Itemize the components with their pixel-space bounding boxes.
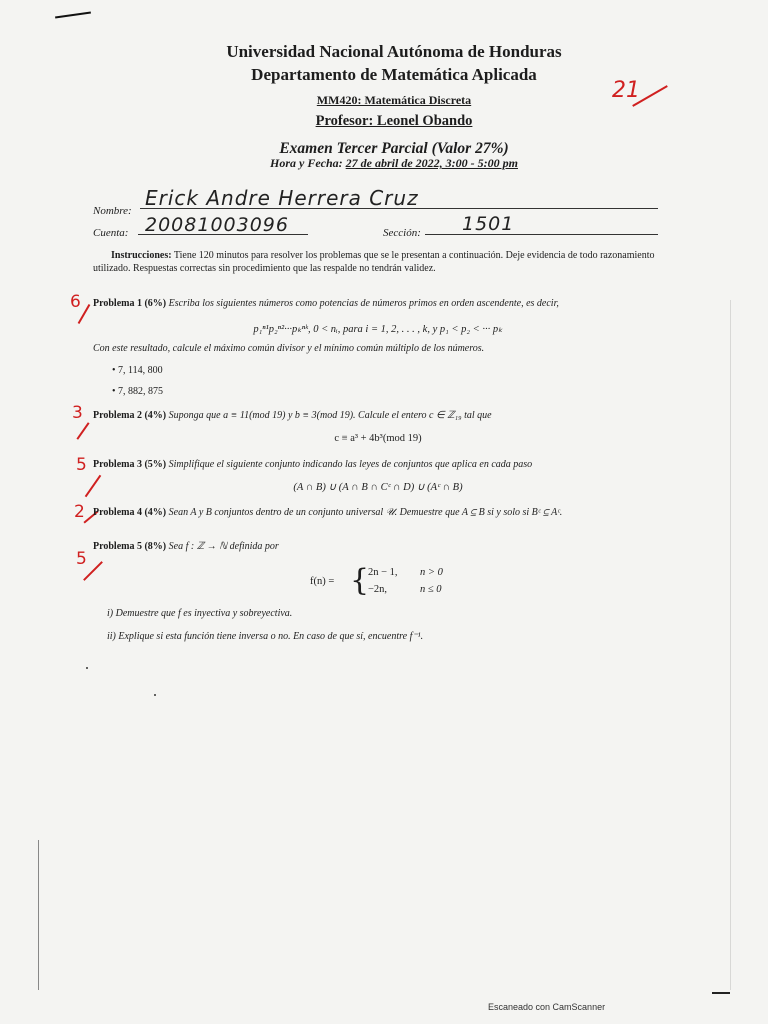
case-2-expr: −2n, [368,584,388,595]
number-2: 7, 882, 875 [118,386,164,397]
case-1-cond: n > 0 [420,567,443,578]
instructions [93,249,663,275]
problem-5-sub-ii: ii) Explique si esta función tiene inversa o no. En caso de que sí, encuentre f⁻¹. [107,631,424,642]
case-1-expr: 2n − 1, [368,567,398,578]
problem-3 [93,459,663,470]
instructions-label: Instrucciones: [111,250,172,261]
score-slash-2 [76,422,89,440]
scan-edge-left [38,840,39,990]
course-title: MM420: Matemática Discreta [316,93,472,107]
professor-name: Profesor: Leonel Obando [315,113,473,129]
corner-mark [712,992,730,994]
section-line [425,234,658,235]
score-problem-3: 5 [76,455,87,475]
problem-1-formula: p₁ⁿ¹p₂ⁿ²···pₖⁿᵏ, 0 < nᵢ, para i = 1, 2, . . . , k, y p₁ < p₂ < ··· pₖ [253,324,503,335]
account-label: Cuenta: [93,227,129,239]
total-score: 21 [612,78,640,103]
problem-4-title: Problema 4 (4%) [93,507,167,518]
university-title: Universidad Nacional Autónoma de Honduras [226,42,562,61]
problem-5-function [310,563,510,602]
problem-1-item-1 [112,365,163,376]
scan-edge-right [730,300,731,990]
score-problem-2: 3 [72,403,83,423]
problem-2 [93,410,663,421]
bullet: • [112,365,119,376]
problem-3-text: Simplifique el siguiente conjunto indicando las leyes de conjuntos que aplica en cada paso [168,459,533,470]
section-label: Sección: [383,227,421,239]
pen-mark [55,12,91,19]
problem-1-item-2 [112,386,163,397]
section-value: 1501 [462,213,515,235]
problem-5 [93,541,663,552]
problem-1-text: Escriba los siguientes números como potencias de números primos en orden ascendente, es decir, [168,298,559,309]
exam-datetime [10,156,768,171]
exam-title: Examen Tercer Parcial (Valor 27%) [279,140,509,157]
problem-1-title: Problema 1 (6%) [93,298,167,309]
bullet: • [112,386,119,397]
datetime-value: 27 de abril de 2022, 3:00 - 5:00 pm [345,156,518,170]
problem-2-title: Problema 2 (4%) [93,410,167,421]
case-2-cond: n ≤ 0 [420,584,442,595]
scanner-watermark: Escaneado con CamScanner [488,1002,606,1012]
stray-dot [86,667,88,669]
problem-4-text: Sean A y B conjuntos dentro de un conjunto universal 𝒰. Demuestre que A ⊆ B si y solo si Bᶜ ⊆ Aᶜ. [168,507,563,518]
function-brace: { [350,563,370,598]
problem-4 [93,506,663,519]
number-1: 7, 114, 800 [118,365,163,376]
score-problem-5: 5 [76,549,87,569]
problem-2-formula: c ≡ a³ + 4b³(mod 19) [334,433,422,444]
problem-5-title: Problema 5 (8%) [93,541,167,552]
problem-3-title: Problema 3 (5%) [93,459,167,470]
department-title: Departamento de Matemática Aplicada [251,65,537,84]
datetime-label: Hora y Fecha: [270,156,343,170]
problem-5-text: Sea f : ℤ → ℕ definida por [168,541,279,552]
instructions-text: Tiene 120 minutos para resolver los problemas que se le presentan a continuación. Deje evidencia de todo razonamiento utilizado. Respuestas correctas sin procedimiento que las respalde no tendrán validez. [93,250,655,274]
name-label: Nombre: [93,205,132,217]
account-value: 20081003096 [145,214,289,236]
problem-1-after: Con este resultado, calcule el máximo común divisor y el mínimo común múltiplo de los números. [93,343,485,354]
problem-1 [93,297,663,310]
name-value: Erick Andre Herrera Cruz [145,186,419,210]
problem-5-sub-i: i) Demuestre que f es inyectiva y sobreyectiva. [107,608,293,619]
function-lhs: f(n) = [310,576,335,587]
stray-dot [154,694,156,696]
problem-3-formula: (A ∩ B) ∪ (A ∩ B ∩ Cᶜ ∩ D) ∪ (Aᶜ ∩ B) [293,482,463,493]
problem-2-text: Suponga que a ≡ 11(mod 19) y b ≡ 3(mod 19). Calcule el entero c ∈ ℤ₁₉ tal que [168,410,492,421]
score-problem-1: 6 [70,292,81,312]
score-problem-4: 2 [74,502,85,522]
